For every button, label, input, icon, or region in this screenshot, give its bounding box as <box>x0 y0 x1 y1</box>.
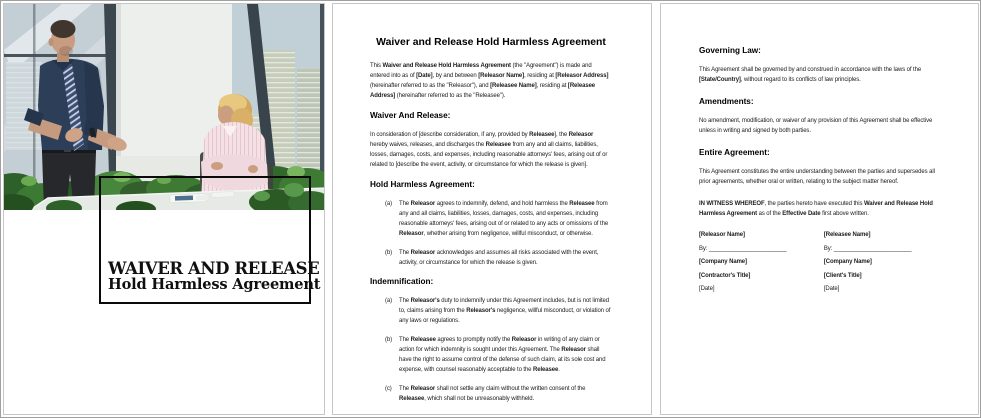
list-item <box>370 296 612 326</box>
releasor-title: [Contractor's Title] <box>699 272 751 279</box>
item-label: (b) <box>385 337 393 343</box>
releasee-title: [Client's Title] <box>823 272 862 279</box>
signature-releasee <box>824 231 939 299</box>
signature-block <box>699 231 939 299</box>
heading-waiver-and-release: Waiver And Release: <box>370 111 451 120</box>
heading-indemnification: Indemnification: <box>370 277 434 286</box>
cover-title-box <box>99 176 321 304</box>
item-label: (a) <box>385 201 393 207</box>
heading-governing-law: Governing Law: <box>699 46 761 55</box>
waiver-paragraph: In consideration of [describe consideration, if any, provided by Releasee], the Releasor hereby waives, releases, and discharges the Releasee from any and all claims, liabilities, losses, damages, costs, and expenses, including reasonable attorneys' fees, arising out of or related to [describe the event, activity, or circumstance for which the release is given]. <box>370 132 608 168</box>
item-text: The Releasor acknowledges and assumes all risks associated with the event, activity, or circumstance for which the release is given. <box>399 250 599 266</box>
item-text: The Releasor agrees to indemnify, defend, and hold harmless the Releasee from any and all claims, liabilities, losses, damages, costs, and expenses, including reasonable attorneys' fees, arising out of or related to any acts or omissions of the Releasor, whether arising from negligence, willful misconduct, or otherwise. <box>399 201 609 237</box>
governing-law-paragraph: This Agreement shall be governed by and construed in accordance with the laws of the [State/Country], without regard to its conflicts of law principles. <box>699 67 922 83</box>
list-item <box>370 384 612 404</box>
document-page-cover[interactable] <box>3 3 325 415</box>
releasee-date: [Date] <box>823 286 840 292</box>
page3-content <box>699 44 939 299</box>
heading-entire-agreement: Entire Agreement: <box>699 148 770 157</box>
releasor-company: [Company Name] <box>699 259 747 265</box>
heading-amendments: Amendments: <box>699 97 754 106</box>
item-label: (a) <box>385 298 393 304</box>
cover-title <box>108 260 320 293</box>
cover-title-line1: WAIVER AND RELEASE <box>108 258 320 278</box>
releasor-name: [Releasor Name] <box>699 232 745 238</box>
list-item <box>370 335 612 375</box>
document-page-2[interactable] <box>332 3 652 415</box>
releasee-name: [Releasee Name] <box>823 232 871 238</box>
cover-title-line2: Hold Harmless Agreement <box>108 275 321 293</box>
releasee-signature-line: By: ________________________ <box>823 245 912 252</box>
heading-hold-harmless: Hold Harmless Agreement: <box>370 180 475 189</box>
releasee-company: [Company Name] <box>823 259 872 265</box>
item-label: (c) <box>385 386 392 392</box>
item-text: The Releasee agrees to promptly notify the Releasor in writing of any claim or action for which indemnity is sought under this Agreement. The Releasor shall have the right to assume control of the defense of such claim, at its sole cost and expense, with counsel reasonably acceptable to the Releasee. <box>399 337 606 373</box>
witness-paragraph: IN WITNESS WHEREOF, the parties hereto have executed this Waiver and Release Hold Harmless Agreement as of the Effective Date first above written. <box>699 201 933 217</box>
item-text: The Releasor's duty to indemnify under this Agreement includes, but is not limited to, claims arising from the Releasor's negligence, willful misconduct, or violation of any laws or regulations. <box>399 298 611 324</box>
page2-content <box>370 34 612 413</box>
amendments-paragraph: No amendment, modification, or waiver of any provision of this Agreement shall be effective unless in writing and signed by both parties. <box>699 118 933 134</box>
document-title: Waiver and Release Hold Harmless Agreement <box>376 37 606 48</box>
document-page-3[interactable] <box>660 3 979 415</box>
list-item <box>370 248 612 268</box>
signature-releasor <box>699 231 814 299</box>
releasor-date: [Date] <box>699 286 715 292</box>
entire-agreement-paragraph: This Agreement constitutes the entire understanding between the parties and supersedes all prior agreements, whether oral or written, relating to the subject matter hereof. <box>699 169 935 185</box>
releasor-signature-line: By: ________________________ <box>699 245 787 252</box>
item-label: (b) <box>385 250 393 256</box>
intro-paragraph: This Waiver and Release Hold Harmless Agreement (the "Agreement") is made and entered into as of [Date], by and between [Releasor Name], residing at [Releasor Address] (hereinafter referred to as the "Releasor"), and [Releasee Name], residing at [Releasee Address] (hereinafter referred to as the "Releasee"). <box>370 63 609 99</box>
list-item <box>370 199 612 239</box>
item-text: The Releasor shall not settle any claim without the written consent of the Releasee, which shall not be unreasonably withheld. <box>399 386 586 402</box>
